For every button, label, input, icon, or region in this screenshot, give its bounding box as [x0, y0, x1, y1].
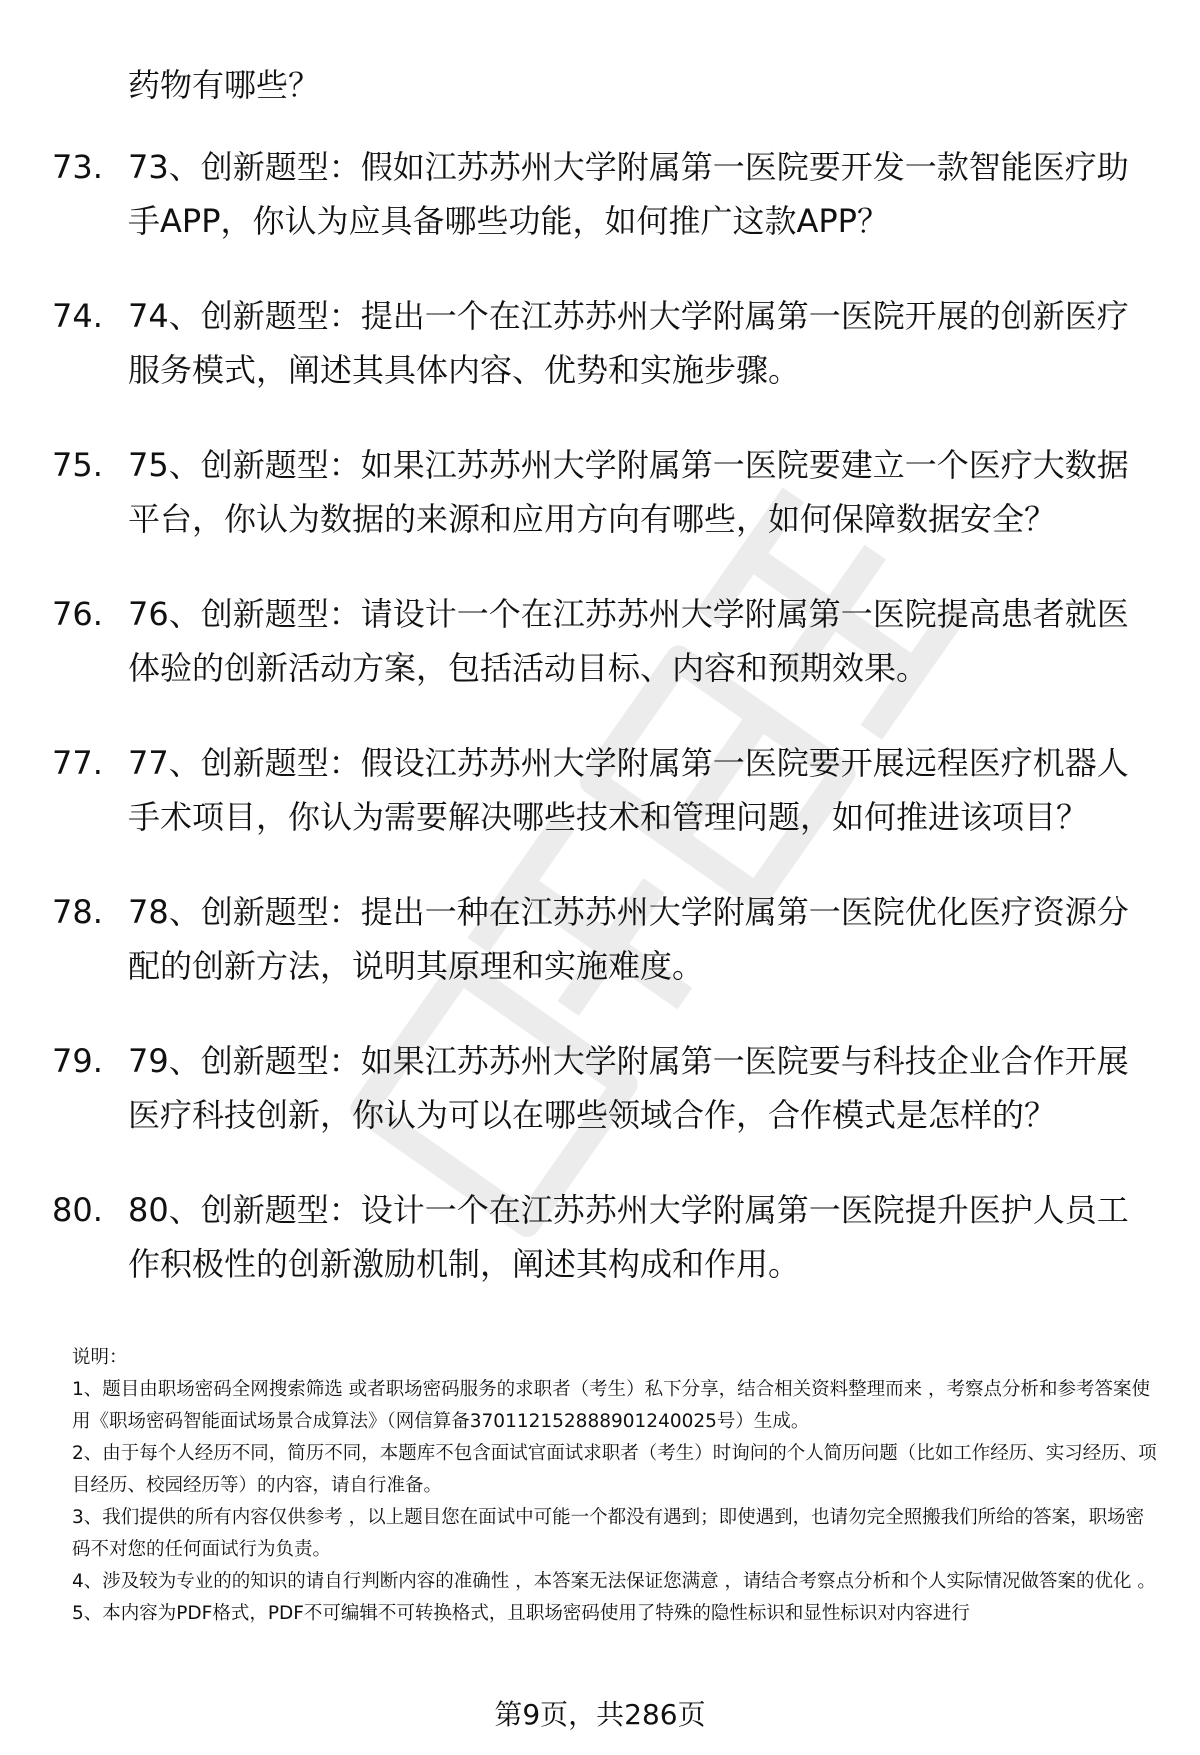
question-list — [0, 140, 1200, 1332]
question-text: 74、创新题型：提出一个在江苏苏州大学附属第一医院开展的创新医疗服务模式，阐述其具体内容、优势和实施步骤。 — [128, 297, 1129, 389]
question-text: 75、创新题型：如果江苏苏州大学附属第一医院要建立一个医疗大数据平台，你认为数据的来源和应用方向有哪些，如何保障数据安全？ — [128, 446, 1129, 538]
question-text: 76、创新题型：请设计一个在江苏苏州大学附属第一医院提高患者就医体验的创新活动方案，包括活动目标、内容和预期效果。 — [128, 595, 1129, 687]
question-number: 79. — [52, 1042, 103, 1080]
note-item: 5、本内容为PDF格式，PDF不可编辑不可转换格式，且职场密码使用了特殊的隐性标识和显性标识对内容进行 — [72, 1603, 970, 1624]
question-number: 78. — [52, 893, 103, 931]
question-item — [0, 736, 1200, 844]
question-item — [0, 1034, 1200, 1142]
question-text: 79、创新题型：如果江苏苏州大学附属第一医院要与科技企业合作开展医疗科技创新，你认为可以在哪些领域合作，合作模式是怎样的？ — [128, 1042, 1129, 1134]
question-item — [0, 1183, 1200, 1291]
question-text: 80、创新题型：设计一个在江苏苏州大学附属第一医院提升医护人员工作积极性的创新激励机制，阐述其构成和作用。 — [128, 1191, 1129, 1283]
notes-section — [72, 1342, 1162, 1630]
question-text: 73、创新题型：假如江苏苏州大学附属第一医院要开发一款智能医疗助手APP，你认为应具备哪些功能，如何推广这款APP？ — [128, 148, 1129, 240]
question-item — [0, 140, 1200, 248]
question-number: 80. — [52, 1191, 103, 1229]
question-text: 77、创新题型：假设江苏苏州大学附属第一医院要开展远程医疗机器人手术项目，你认为需要解决哪些技术和管理问题，如何推进该项目？ — [128, 744, 1129, 836]
question-number: 76. — [52, 595, 103, 633]
note-item: 1、题目由职场密码全网搜索筛选 或者职场密码服务的求职者（考生）私下分享，结合相关资料整理而来 ，考察点分析和参考答案使用《职场密码智能面试场景合成算法》（网信算备370112152888901240025号）生成。 — [72, 1379, 1151, 1432]
note-item: 4、涉及较为专业的的知识的请自行判断内容的准确性 ，本答案无法保证您满意 ，请结合考察点分析和个人实际情况做答案的优化 。 — [72, 1571, 1156, 1592]
question-number: 73. — [52, 148, 103, 186]
note-item: 3、我们提供的所有内容仅供参考 ，以上题目您在面试中可能一个都没有遇到；即使遇到，也请勿完全照搬我们所给的答案，职场密码不对您的任何面试行为负责。 — [72, 1507, 1145, 1560]
question-number: 77. — [52, 744, 103, 782]
question-item — [0, 885, 1200, 993]
question-item — [0, 587, 1200, 695]
question-item — [0, 289, 1200, 397]
page-number-label: 第9页，共286页 — [494, 1698, 706, 1731]
question-number: 75. — [52, 446, 103, 484]
note-item: 2、由于每个人经历不同，简历不同，本题库不包含面试官面试求职者（考生）时询问的个人简历问题（比如工作经历、实习经历、项目经历、校园经历等）的内容，请自行准备。 — [72, 1443, 1157, 1496]
continuation-text: 药物有哪些？ — [128, 66, 321, 104]
question-text: 78、创新题型：提出一种在江苏苏州大学附属第一医院优化医疗资源分配的创新方法，说明其原理和实施难度。 — [128, 893, 1129, 985]
page-footer — [0, 1695, 1200, 1735]
question-item — [0, 438, 1200, 546]
notes-title: 说明： — [72, 1347, 128, 1368]
question-number: 74. — [52, 297, 103, 335]
